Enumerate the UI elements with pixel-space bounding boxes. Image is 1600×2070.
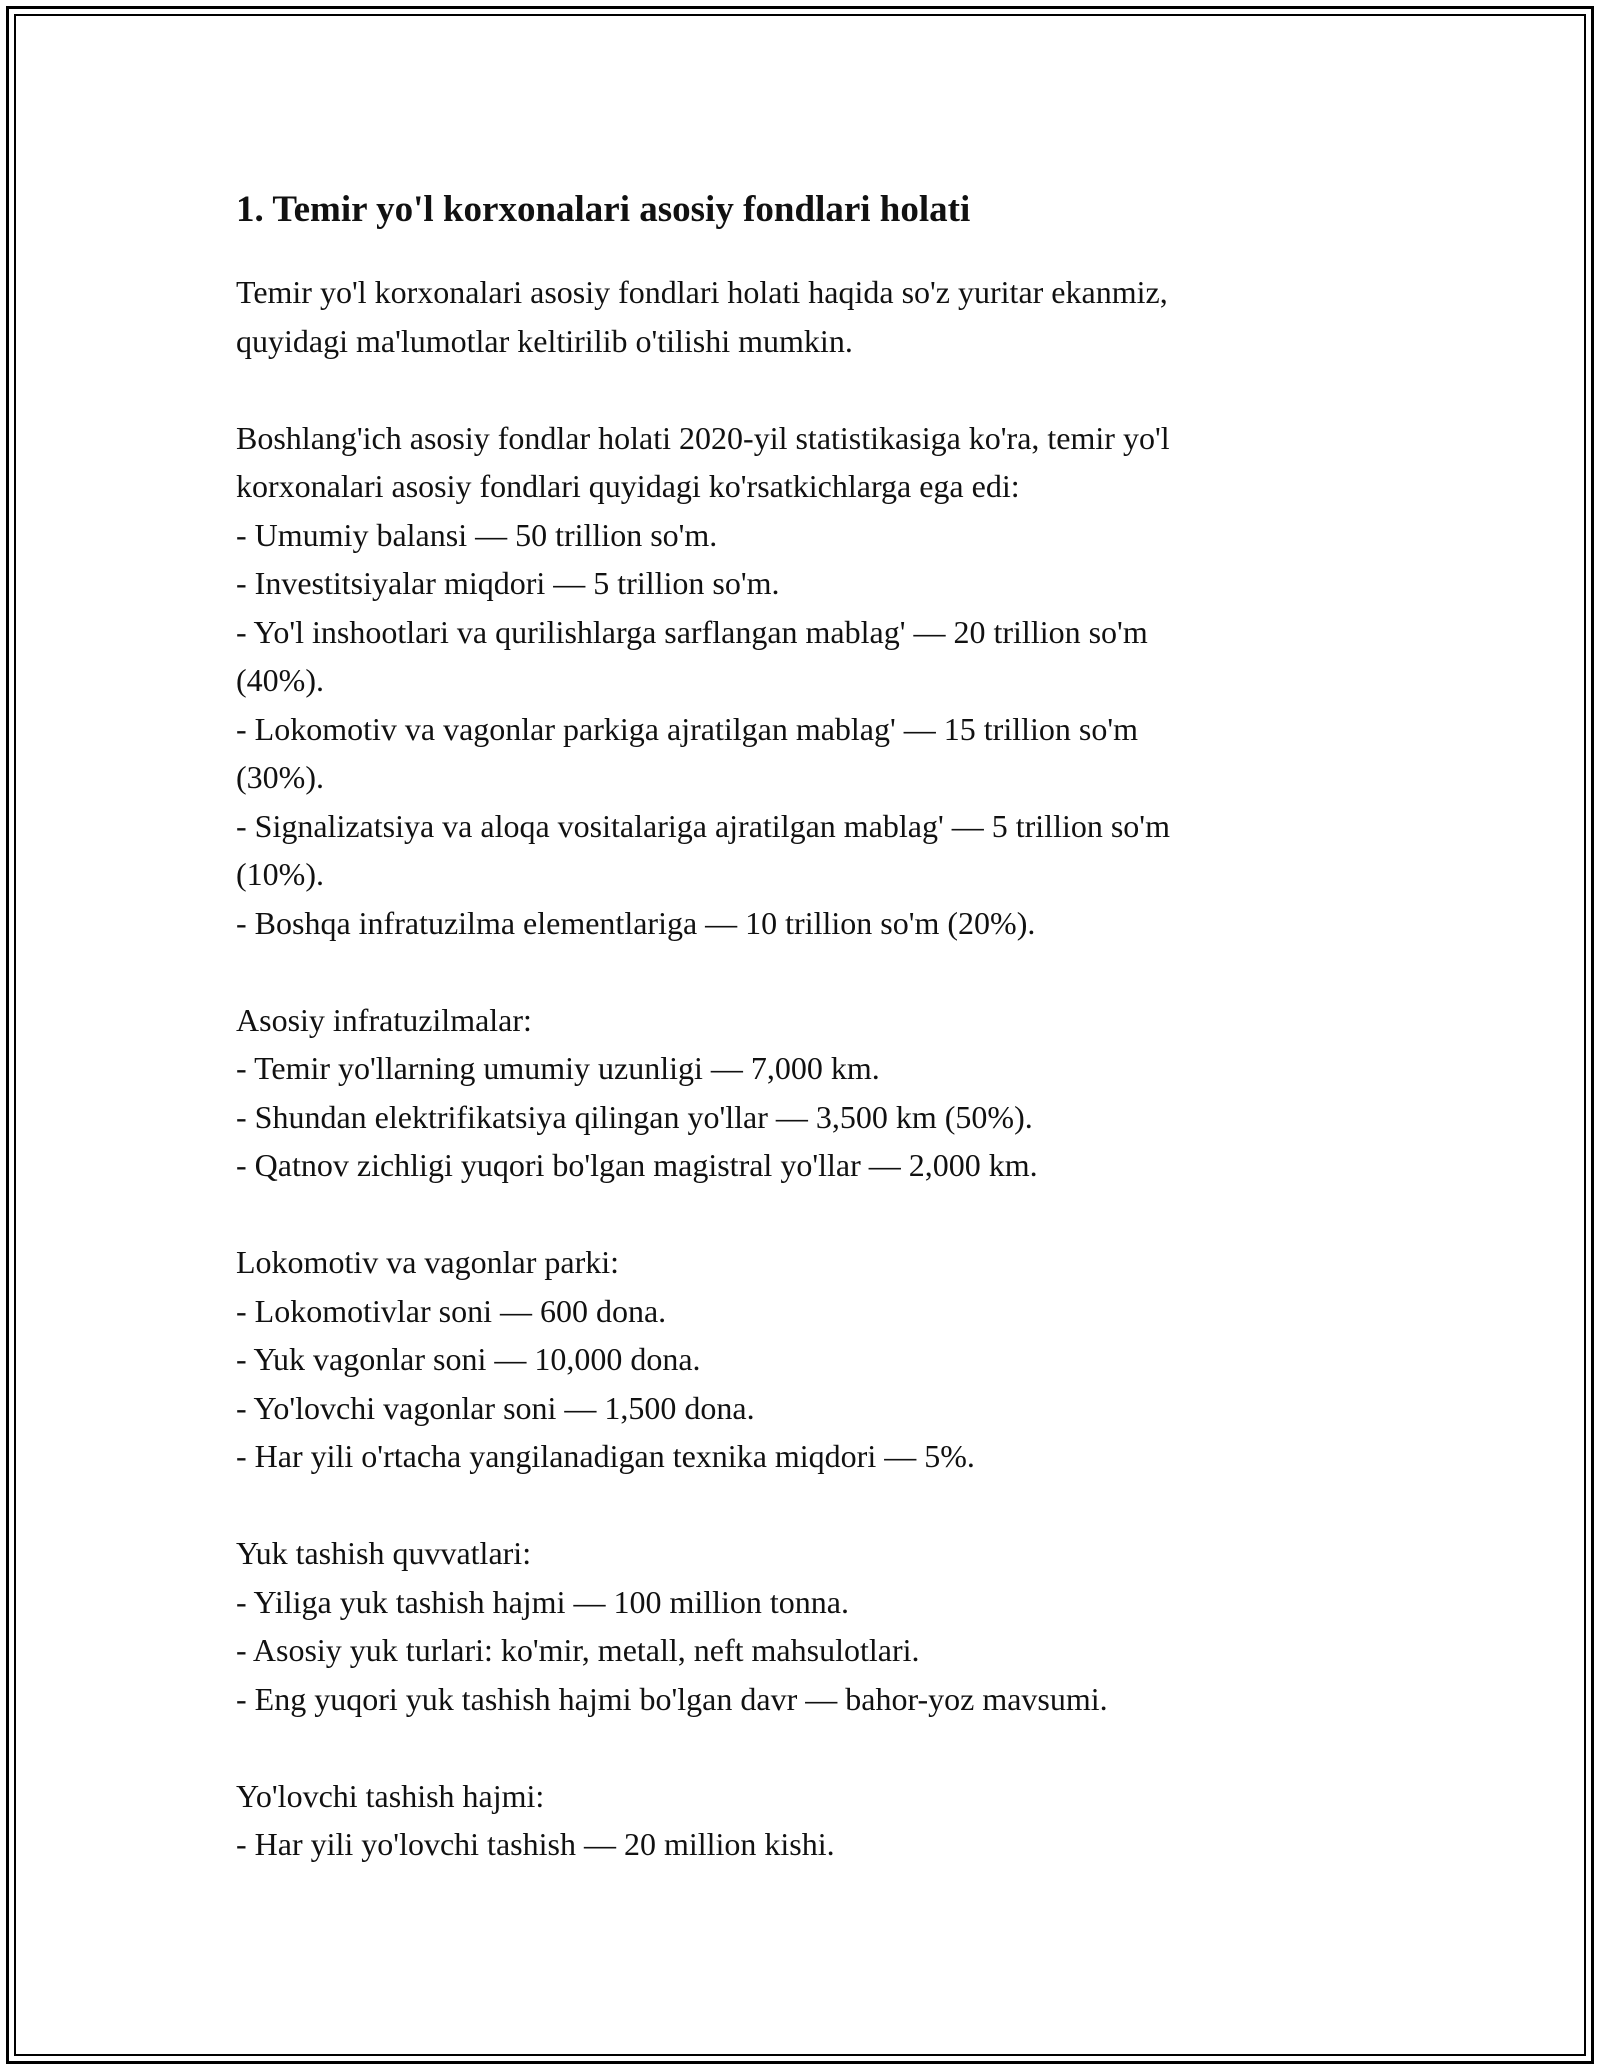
list-item: - Qatnov zichligi yuqori bo'lgan magistral yo'llar — 2,000 km. xyxy=(236,1147,1038,1183)
list-item: - Yo'lovchi vagonlar soni — 1,500 dona. xyxy=(236,1389,755,1426)
paragraph-gap xyxy=(236,947,1376,996)
section-heading: Yuk tashish quvvatlari: xyxy=(236,1535,532,1571)
list-item: - Yuk vagonlar soni — 10,000 dona. xyxy=(236,1341,701,1377)
section-infrastructure xyxy=(236,996,1376,1190)
document-title: 1. Temir yo'l korxonalari asosiy fondlari holati xyxy=(236,189,971,230)
list-item: - Shundan elektrifikatsiya qilingan yo'llar — 3,500 km (50%). xyxy=(236,1098,1033,1135)
list-item: - Yo'l inshootlari va qurilishlarga sarflangan mablag' — 20 trillion so'm xyxy=(236,613,1148,650)
list-item-continuation: (30%). xyxy=(236,759,324,795)
document-body xyxy=(236,186,1376,1869)
paragraph-line: Boshlang'ich asosiy fondlar holati 2020-yil statistikasiga ko'ra, temir yo'l xyxy=(236,419,1170,456)
intro-paragraph xyxy=(236,268,1376,365)
list-item: - Lokomotiv va vagonlar parkiga ajratilgan mablag' — 15 trillion so'm xyxy=(236,710,1138,747)
paragraph-line: Temir yo'l korxonalari asosiy fondlari holati haqida so'z yuritar ekanmiz, xyxy=(236,274,1168,310)
list-item: - Har yili yo'lovchi tashish — 20 million kishi. xyxy=(236,1826,835,1862)
list-item: - Asosiy yuk turlari: ko'mir, metall, neft mahsulotlari. xyxy=(236,1632,920,1668)
list-item-continuation: (40%). xyxy=(236,662,324,698)
section-heading: Yo'lovchi tashish hajmi: xyxy=(236,1777,545,1814)
paragraph-gap xyxy=(236,365,1376,414)
section-rolling-stock xyxy=(236,1238,1376,1481)
paragraph-gap xyxy=(236,1481,1376,1530)
list-item-continuation: (10%). xyxy=(236,856,324,892)
section-passenger-volume xyxy=(236,1772,1376,1869)
paragraph-gap xyxy=(236,1190,1376,1239)
list-item: - Investitsiyalar miqdori — 5 trillion so'm. xyxy=(236,565,780,601)
list-item: - Boshqa infratuzilma elementlariga — 10 trillion so'm (20%). xyxy=(236,904,1036,941)
list-item: - Har yili o'rtacha yangilanadigan texnika miqdori — 5%. xyxy=(236,1438,975,1474)
section-freight-capacity xyxy=(236,1529,1376,1723)
paragraph-gap xyxy=(236,1723,1376,1772)
list-item: - Umumiy balansi — 50 trillion so'm. xyxy=(236,516,718,553)
list-item: - Temir yo'llarning umumiy uzunligi — 7,000 km. xyxy=(236,1050,880,1086)
section-fund-status xyxy=(236,414,1376,948)
section-heading: Lokomotiv va vagonlar parki: xyxy=(236,1244,620,1280)
list-item: - Signalizatsiya va aloqa vositalariga ajratilgan mablag' — 5 trillion so'm xyxy=(236,807,1170,844)
paragraph-line: korxonalari asosiy fondlari quyidagi ko'rsatkichlarga ega edi: xyxy=(236,468,1020,504)
list-item: - Yiliga yuk tashish hajmi — 100 million tonna. xyxy=(236,1583,849,1620)
section-heading: Asosiy infratuzilmalar: xyxy=(236,1001,532,1038)
paragraph-line: quyidagi ma'lumotlar keltirilib o'tilishi mumkin. xyxy=(236,322,853,359)
list-item: - Eng yuqori yuk tashish hajmi bo'lgan davr — bahor-yoz mavsumi. xyxy=(236,1680,1108,1717)
list-item: - Lokomotivlar soni — 600 dona. xyxy=(236,1292,667,1329)
